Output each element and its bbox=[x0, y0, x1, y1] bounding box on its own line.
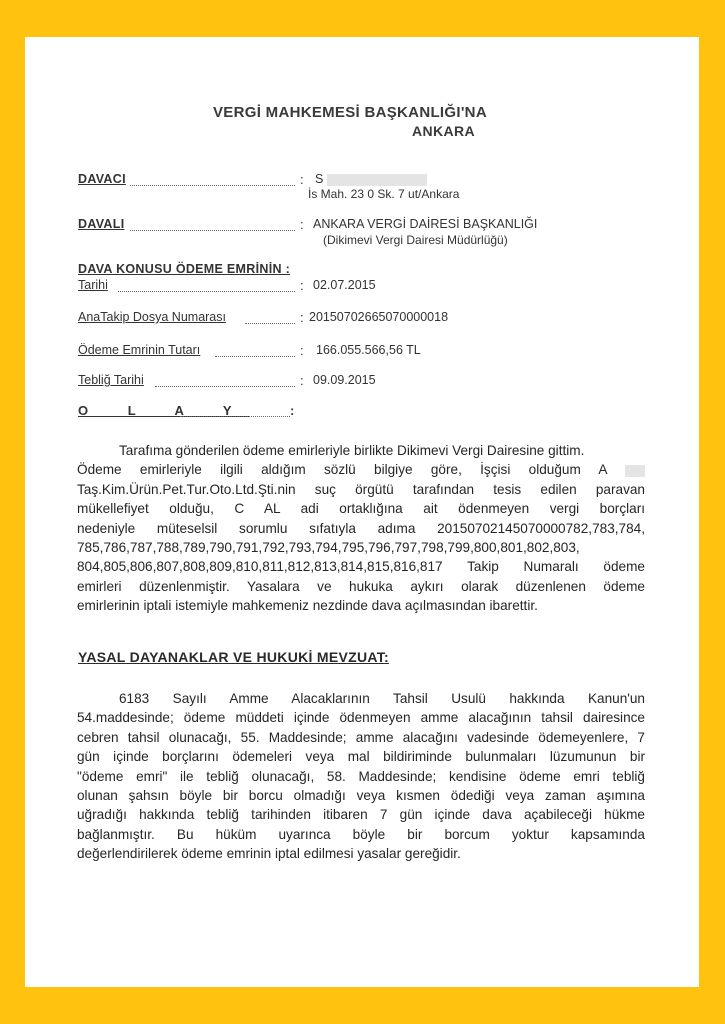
text-line: emirleri düzenlenmiştir. Yasalara ve hukuka aykırı olarak düzenlenen ödeme bbox=[77, 578, 645, 594]
teblig-label: Tebliğ Tarihi bbox=[78, 373, 144, 387]
text-line: Tarafıma gönderilen ödeme emirleriyle birlikte Dikimevi Vergi Dairesine gittim. bbox=[119, 443, 585, 458]
davali-label: DAVALI bbox=[78, 217, 125, 231]
text-line: mükellefiyet olduğu, C AL adi ortaklığına ait ödenmeyen vergi borçları bbox=[77, 501, 645, 517]
colon: : bbox=[300, 343, 304, 358]
davaci-label: DAVACI bbox=[78, 172, 126, 186]
text-line: emirlerinin iptali istemiyle mahkemeniz nezdinde dava açılmasından ibarettir. bbox=[77, 598, 538, 614]
text-line: 6183 Sayılı Amme Alacaklarının Tahsil Usulü hakkında Kanun'un bbox=[119, 691, 645, 706]
dosya-no-label: AnaTakip Dosya Numarası bbox=[78, 310, 226, 324]
tarihi-label: Tarihi bbox=[78, 278, 108, 292]
dotted-leader bbox=[155, 386, 295, 387]
dotted-leader bbox=[245, 323, 295, 324]
text-line: bağlanmıştır. Bu hüküm uyarınca böyle bir borcum yoktur kapsamında bbox=[77, 826, 645, 842]
teblig-value: 09.09.2015 bbox=[313, 373, 376, 387]
legal-paragraph bbox=[77, 689, 645, 864]
text-line: Ödeme emirleriyle ilgili aldığım sözlü bilgiye göre, İşçisi olduğum A bbox=[77, 460, 645, 479]
text-line: 804,805,806,807,808,809,810,811,812,813,814,815,816,817 Takip Numaralı ödeme bbox=[77, 559, 645, 575]
colon: : bbox=[300, 310, 304, 325]
text-line: olunan şahsın böyle bir borcu olmadığı veya kısmen ödediği veya zaman aşımına bbox=[77, 788, 645, 804]
text-line: uğradığı hakkında tebliğ tarihinden itibaren 7 gün içinde dava açabileceği hükme bbox=[77, 807, 645, 823]
dotted-leader bbox=[130, 185, 295, 186]
colon: : bbox=[300, 217, 304, 232]
olay-colon: : bbox=[290, 403, 295, 418]
davaci-address: İs Mah. 23 0 Sk. 7 ut/Ankara bbox=[308, 187, 460, 201]
document-page bbox=[25, 37, 699, 987]
court-city: ANKARA bbox=[412, 123, 476, 139]
davaci-name: S bbox=[315, 172, 427, 186]
tarihi-value: 02.07.2015 bbox=[313, 278, 376, 292]
dosya-no-value: 20150702665070000018 bbox=[309, 310, 449, 324]
colon: : bbox=[300, 278, 304, 293]
subject-heading: DAVA KONUSU ÖDEME EMRİNİN : bbox=[78, 262, 291, 276]
colon: : bbox=[300, 172, 304, 187]
colon: : bbox=[300, 373, 304, 388]
text-line: cebren tahsil olunacağı, 55. Maddesinde; amme alacağını vadesinde ödemeyenlere, 7 bbox=[77, 729, 645, 745]
dotted-leader bbox=[215, 356, 295, 357]
dotted-leader bbox=[130, 230, 295, 231]
text-line: 785,786,787,788,789,790,791,792,793,794,795,796,797,798,799,800,801,802,803, bbox=[77, 540, 580, 556]
text-line: Taş.Kim.Ürün.Pet.Tur.Oto.Ltd.Şti.nin suç örgütü tarafından tesis edilen paravan bbox=[77, 481, 645, 497]
text-line: değerlendirilerek ödeme emrinin iptal edilmesi yasalar gereğidir. bbox=[77, 846, 461, 862]
dotted-leader bbox=[118, 291, 295, 292]
text-line: nedeniyle müteselsil sorumlu sıfatıyla adıma 20150702145070000782,783,784, bbox=[77, 520, 645, 536]
davali-name: ANKARA VERGİ DAİRESİ BAŞKANLIĞI bbox=[313, 217, 538, 231]
court-title: VERGİ MAHKEMESİ BAŞKANLIĞI'NA bbox=[213, 104, 487, 121]
tutar-label: Ödeme Emrinin Tutarı bbox=[78, 343, 201, 357]
dotted-leader bbox=[180, 416, 290, 417]
tutar-value: 166.055.566,56 TL bbox=[316, 343, 421, 357]
text-line: "ödeme emri" ile tebliğ olunacağı, 58. Maddesinde; kendisine ödeme emri tebliğ bbox=[77, 768, 645, 784]
davali-subunit: (Dikimevi Vergi Dairesi Müdürlüğü) bbox=[323, 233, 508, 247]
text-line: gün içinde borçlarını ödemeleri veya mal bildiriminde bulunmaları lüzumunun bir bbox=[77, 749, 645, 765]
text-line: 54.maddesinde; ödeme müddeti içinde ödenmeyen amme alacağının tahsil dairesince bbox=[77, 710, 645, 726]
olay-heading: O L A Y bbox=[78, 403, 250, 418]
olay-paragraph bbox=[77, 441, 645, 616]
legal-heading: YASAL DAYANAKLAR VE HUKUKİ MEVZUAT: bbox=[78, 649, 390, 665]
